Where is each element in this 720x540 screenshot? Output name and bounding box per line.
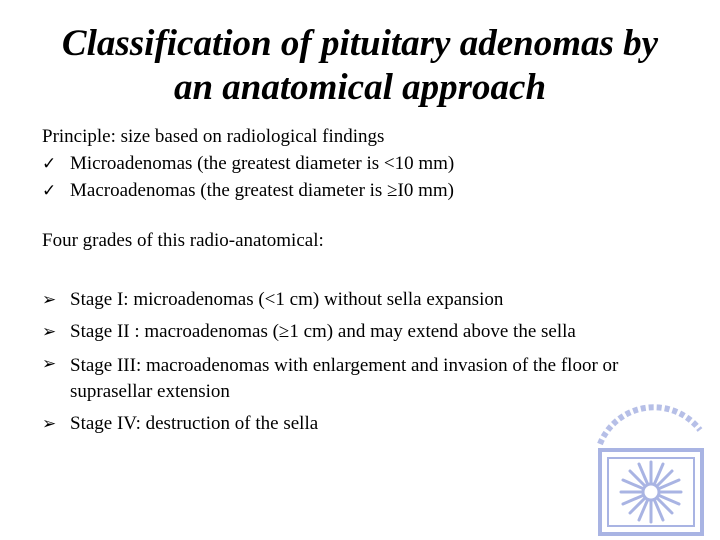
slide-title-line-2: an anatomical approach: [173, 67, 547, 108]
arrow-bullet-icon: ➢: [42, 354, 57, 374]
slide-title: [0, 22, 720, 110]
grade-item-text: Stage II : macroadenomas (≥1 cm) and may extend above the sella: [70, 321, 576, 342]
checkmark-icon: ✓: [42, 181, 57, 201]
principle-item-text: Microadenomas (the greatest diameter is <10 mm): [70, 153, 455, 174]
grade-item-text: Stage III: macroadenomas with enlargement and invasion of the floor or suprasellar extension: [70, 355, 619, 402]
university-logo: [586, 400, 714, 538]
arrow-bullet-icon: ➢: [42, 290, 57, 310]
grade-item-text: Stage I: microadenomas (<1 cm) without sella expansion: [70, 289, 504, 310]
grade-item: [42, 353, 682, 401]
checkmark-icon: ✓: [42, 154, 57, 174]
principle-item-text: Macroadenomas (the greatest diameter is ≥I0 mm): [70, 180, 454, 201]
grades-heading: Four grades of this radio-anatomical:: [42, 230, 324, 251]
principle-heading: Principle: size based on radiological findings: [42, 126, 385, 147]
arrow-bullet-icon: ➢: [42, 414, 57, 434]
slide-title-line-1: Classification of pituitary adenomas by: [61, 23, 659, 64]
grade-item-text: Stage IV: destruction of the sella: [70, 413, 319, 434]
arrow-bullet-icon: ➢: [42, 322, 57, 342]
